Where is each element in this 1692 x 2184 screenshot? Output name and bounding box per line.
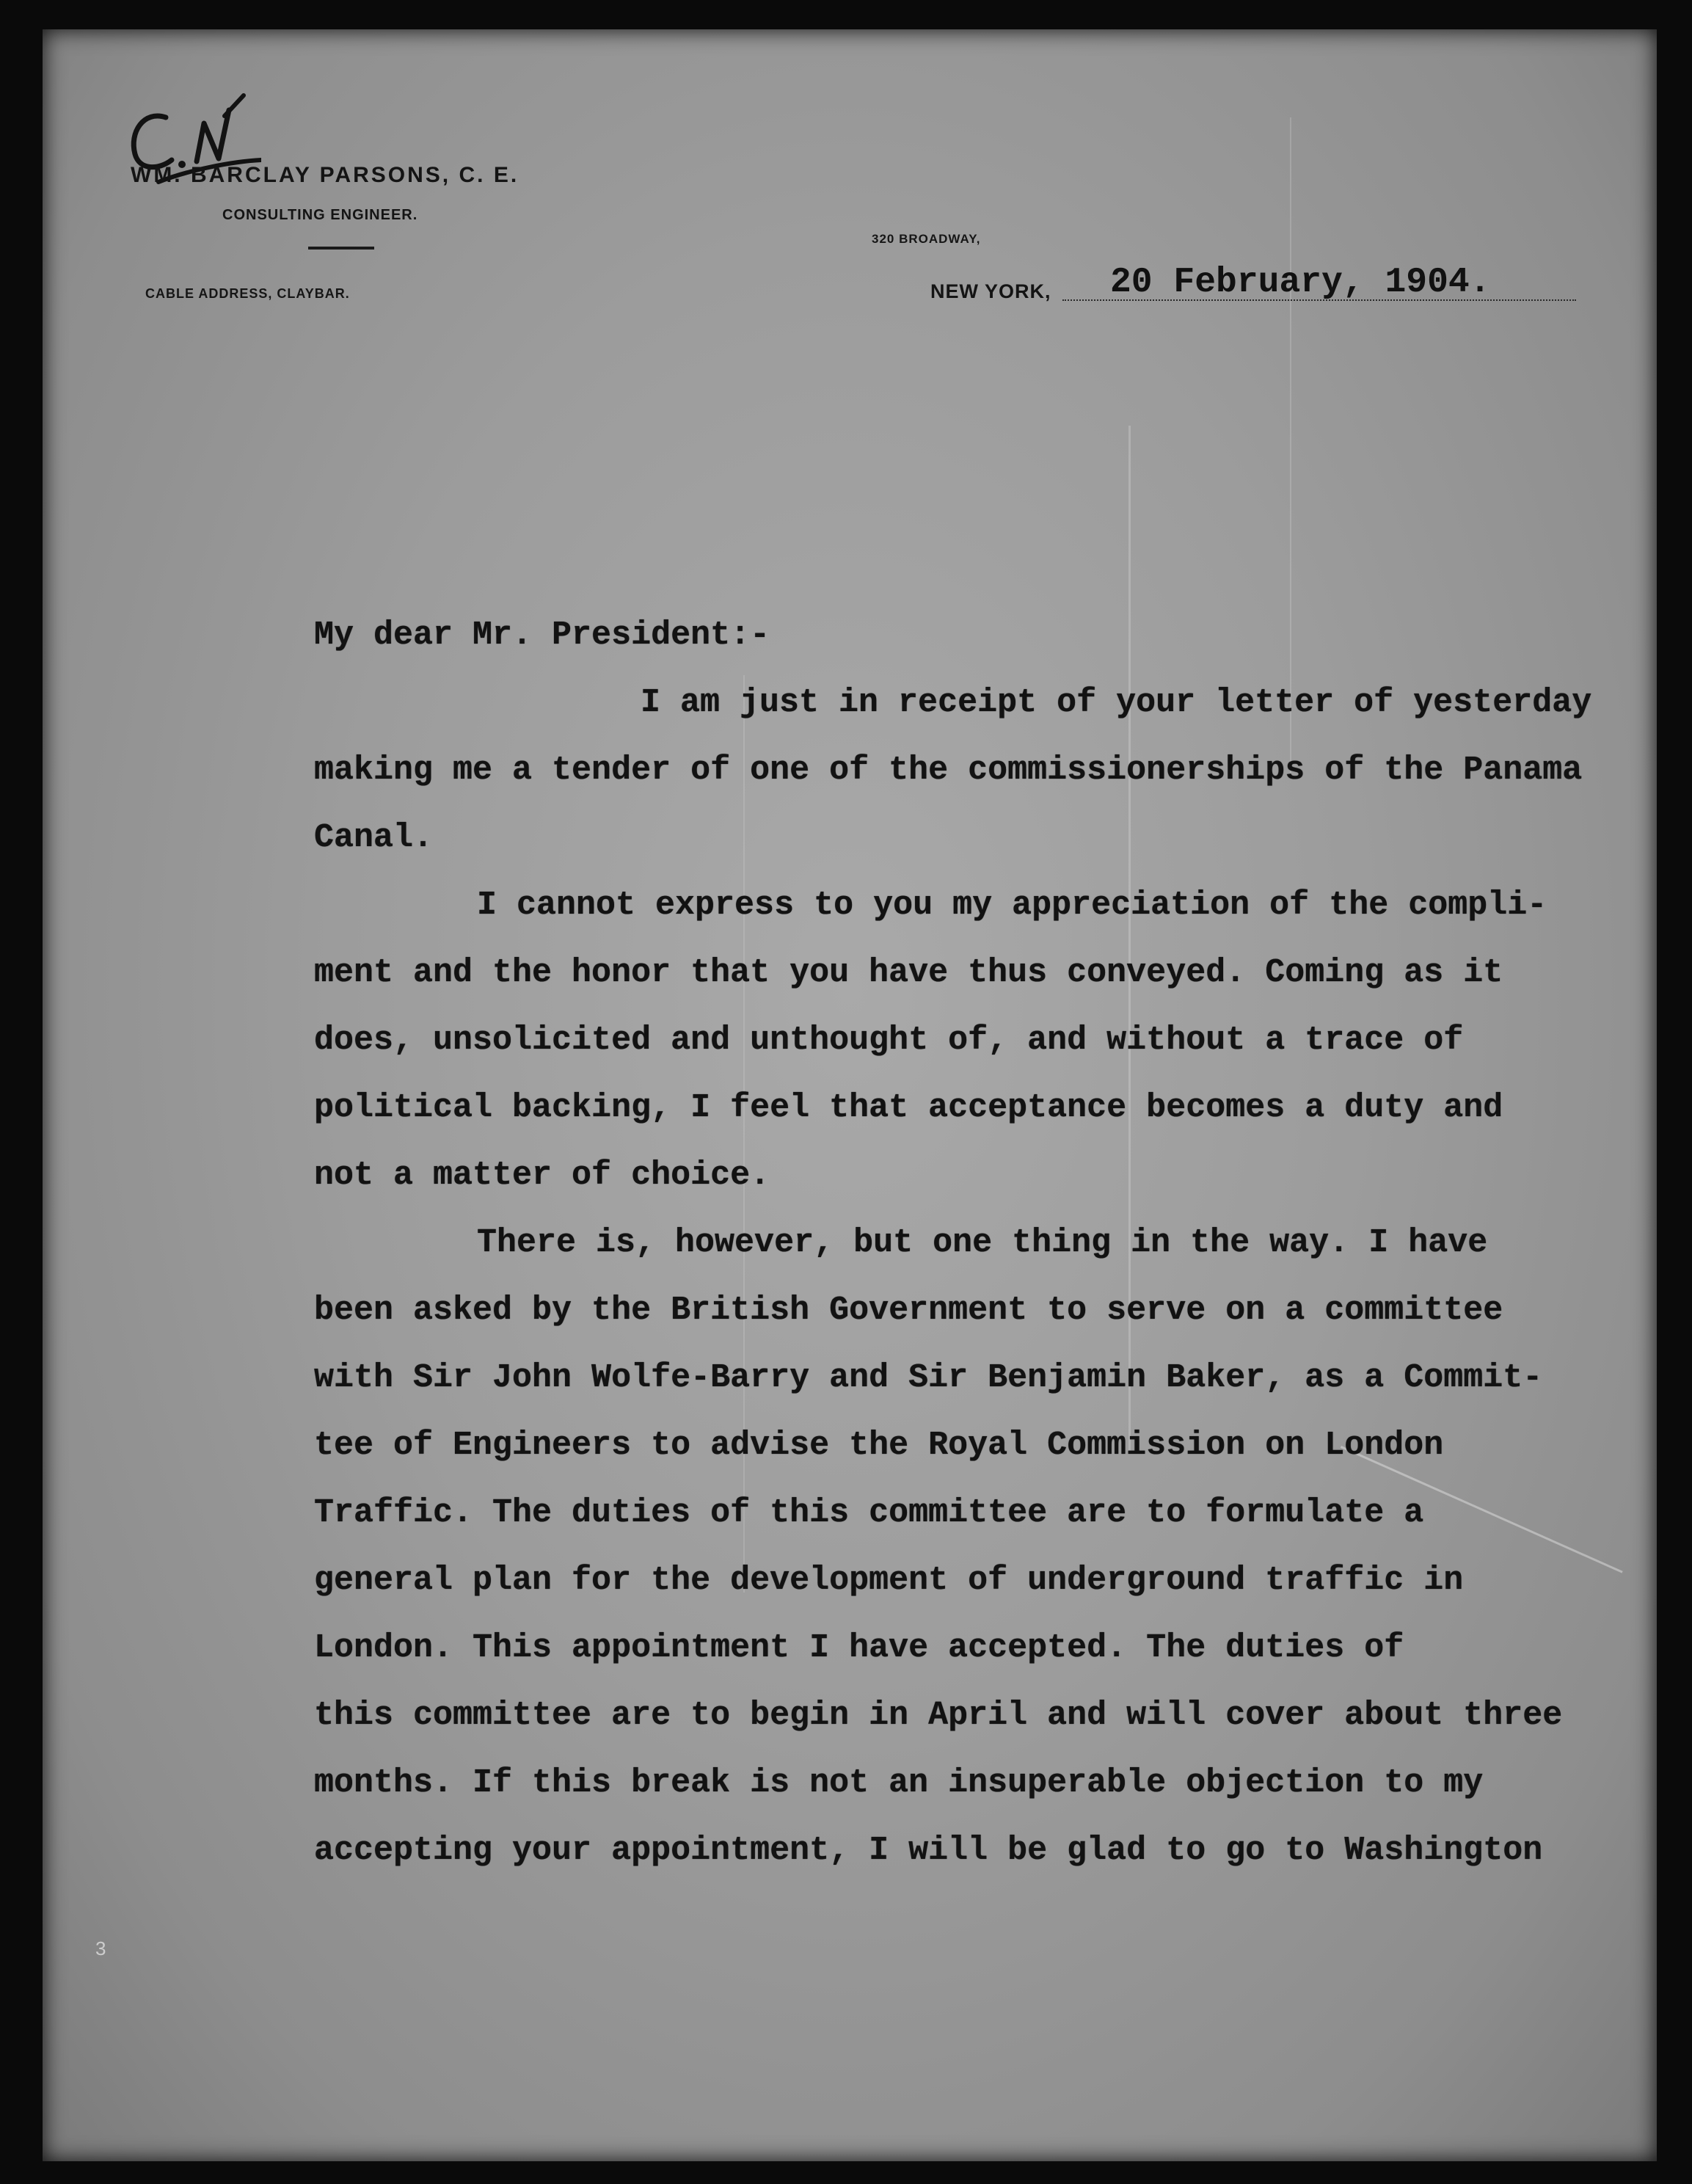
letterhead-divider [308,247,374,250]
archive-stamp: 3 [95,1937,106,1959]
body-line: this committee are to begin in April and will cover about three [314,1697,1563,1734]
letter-page [43,29,1657,2161]
city: NEW YORK, [930,280,1051,302]
letterhead-title: CONSULTING ENGINEER. [222,207,418,223]
letterhead-name: WM. BARCLAY PARSONS, C. E. [131,163,519,187]
body-line: Canal. [314,819,434,856]
street-address: 320 BROADWAY, [872,232,981,246]
body-line: making me a tender of one of the commissionerships of the Panama [314,751,1583,789]
scan-scratch [1290,117,1291,778]
salutation: My dear Mr. President:- [314,616,770,654]
body-line: does, unsolicited and unthought of, and without a trace of [314,1022,1464,1059]
body-line: London. This appointment I have accepted. The duties of [314,1629,1404,1667]
body-line: Traffic. The duties of this committee are to formulate a [314,1494,1424,1532]
body-line: been asked by the British Government to serve on a committee [314,1292,1503,1329]
body-line: general plan for the development of underground traffic in [314,1562,1464,1599]
body-line: not a matter of choice. [314,1157,770,1194]
body-line: I cannot express to you my appreciation of the compli- [477,887,1547,924]
body-line: with Sir John Wolfe-Barry and Sir Benjamin Baker, as a Commit- [314,1359,1543,1397]
body-line: months. If this break is not an insuperable objection to my [314,1764,1484,1802]
body-line: political backing, I feel that acceptance becomes a duty and [314,1089,1503,1126]
body-line: I am just in receipt of your letter of yesterday [641,684,1592,721]
letter-date: 20 February, 1904. [1110,263,1491,302]
body-line: accepting your appointment, I will be glad to go to Washington [314,1832,1543,1869]
cable-address: CABLE ADDRESS, CLAYBAR. [145,286,350,301]
body-line: There is, however, but one thing in the way. I have [477,1224,1488,1262]
body-line: ment and the honor that you have thus conveyed. Coming as it [314,954,1503,991]
body-line: tee of Engineers to advise the Royal Commission on London [314,1427,1444,1464]
